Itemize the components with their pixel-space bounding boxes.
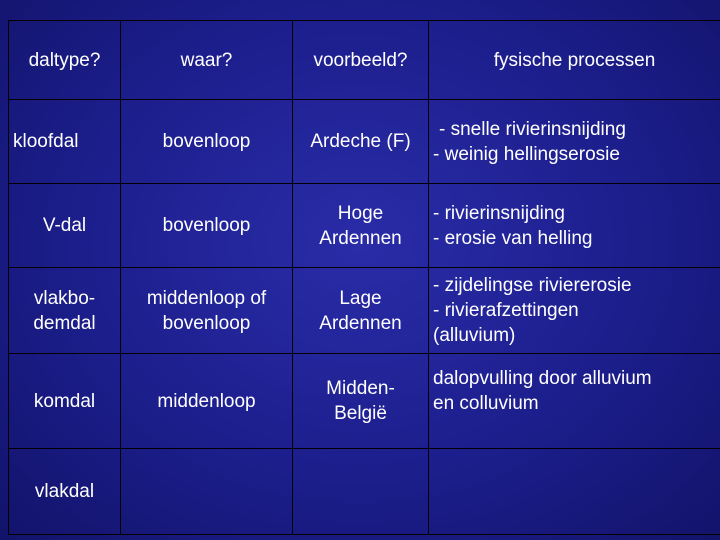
process-line: - zijdelingse riviererosie <box>433 275 632 296</box>
cell-daltype: vlakdal <box>9 449 121 535</box>
cell-daltype <box>9 268 121 354</box>
header-voorbeeld: voorbeeld? <box>293 21 429 100</box>
table-row <box>9 449 720 535</box>
process-line: - rivierinsnijding <box>433 202 565 224</box>
cell-voorbeeld-line: Ardeche (F) <box>310 131 411 152</box>
cell-waar-line: bovenloop <box>162 312 251 334</box>
cell-voorbeeld <box>293 184 429 268</box>
process-line: (alluvium) <box>433 325 516 346</box>
table-row <box>9 100 720 184</box>
cell-waar: bovenloop <box>121 100 293 184</box>
process-line: en colluvium <box>433 393 539 414</box>
valley-types-table <box>8 20 720 535</box>
header-fysische-processen: fysische processen <box>429 21 720 100</box>
cell-waar-line: middenloop of <box>146 287 267 309</box>
cell-voorbeeld <box>293 268 429 354</box>
cell-voorbeeld-line: Ardennen <box>319 227 402 249</box>
table-row <box>9 184 720 268</box>
cell-daltype: komdal <box>9 354 121 449</box>
process-line: - erosie van helling <box>433 227 593 249</box>
cell-processen <box>429 354 720 449</box>
cell-voorbeeld-line: Midden- <box>326 378 395 399</box>
process-line: dalopvulling door alluvium <box>433 368 652 389</box>
cell-daltype-line: demdal <box>33 312 96 334</box>
cell-waar <box>121 449 293 535</box>
cell-processen <box>429 100 720 184</box>
cell-waar <box>121 268 293 354</box>
cell-processen <box>429 184 720 268</box>
cell-processen <box>429 268 720 354</box>
header-waar: waar? <box>121 21 293 100</box>
cell-voorbeeld <box>293 100 429 184</box>
cell-voorbeeld-line: Lage <box>339 287 382 309</box>
process-line: - weinig hellingserosie <box>433 143 620 165</box>
table-row <box>9 268 720 354</box>
cell-voorbeeld <box>293 449 429 535</box>
cell-processen <box>429 449 720 535</box>
cell-voorbeeld <box>293 354 429 449</box>
cell-voorbeeld-line: Hoge <box>337 202 384 224</box>
header-daltype: daltype? <box>9 21 121 100</box>
cell-daltype-line: vlakbo- <box>33 287 96 309</box>
cell-daltype: kloofdal <box>9 100 121 184</box>
cell-waar: middenloop <box>121 354 293 449</box>
process-line: - snelle rivierinsnijding <box>439 118 626 140</box>
cell-daltype: V-dal <box>9 184 121 268</box>
cell-voorbeeld-line: België <box>334 403 387 424</box>
cell-waar: bovenloop <box>121 184 293 268</box>
table-row <box>9 354 720 449</box>
process-line: - rivierafzettingen <box>433 300 579 321</box>
cell-voorbeeld-line: Ardennen <box>319 312 402 334</box>
header-row <box>9 21 720 100</box>
